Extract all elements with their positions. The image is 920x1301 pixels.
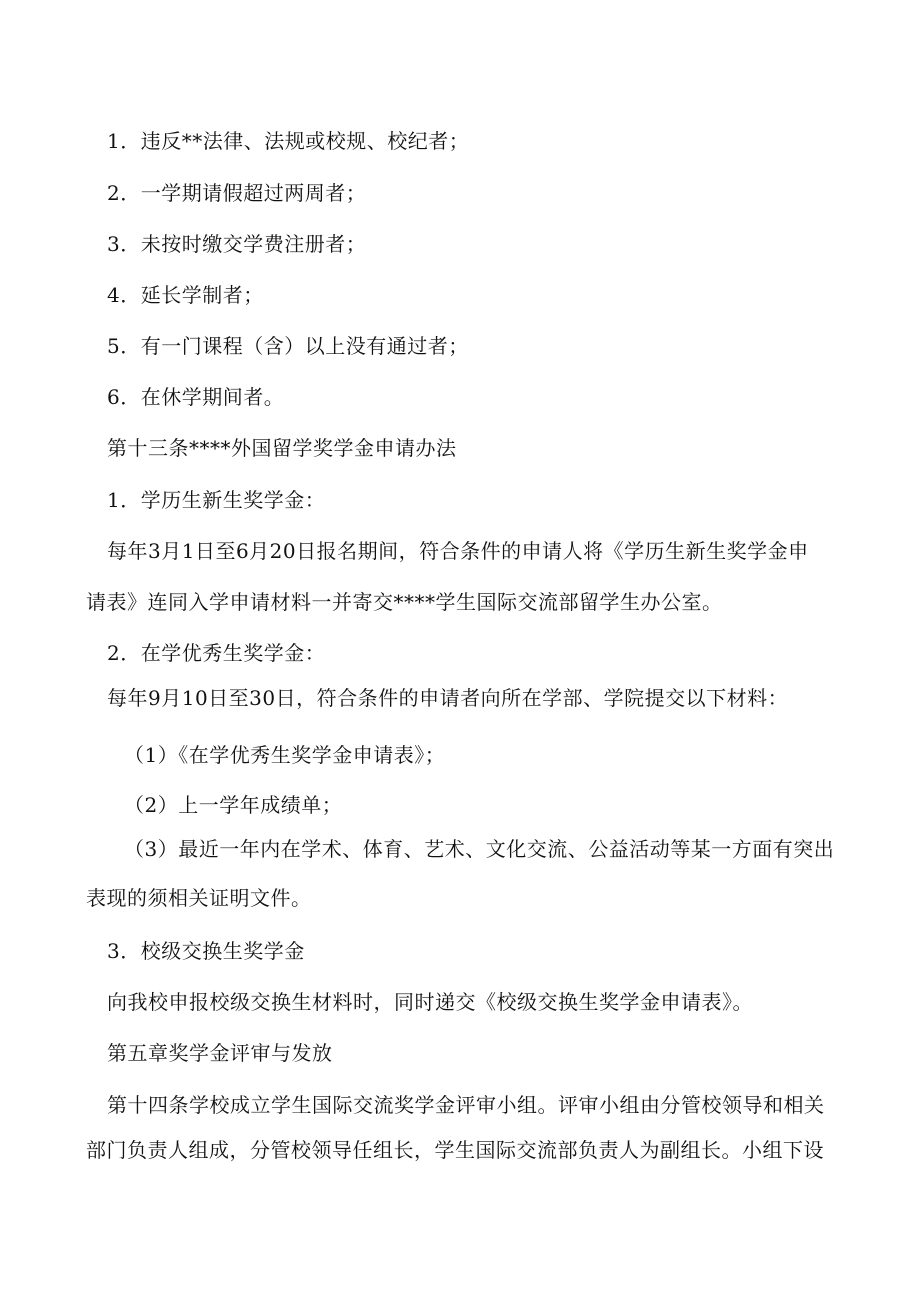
sub-list-item: （1）《在学优秀生奖学金申请表》； <box>124 743 446 767</box>
paragraph-line: 第十四条学校成立学生国际交流奖学金评审小组。评审小组由分管校领导和相关 <box>107 1093 825 1117</box>
sub-list-item: （2）上一学年成绩单； <box>124 793 343 817</box>
list-item: 4．延长学制者； <box>107 283 264 307</box>
list-item: 1．违反**法律、法规或校规、校纪者； <box>107 129 470 153</box>
article-heading: 第十三条****外国留学奖学金申请办法 <box>107 436 457 460</box>
list-item: 1．学历生新生奖学金： <box>107 488 326 512</box>
paragraph-line: 向我校申报校级交换生材料时，同时递交《校级交换生奖学金申请表》。 <box>107 990 753 1014</box>
paragraph-line: 部门负责人组成，分管校领导任组长，学生国际交流部负责人为副组长。小组下设 <box>86 1138 824 1162</box>
list-item: 2．一学期请假超过两周者； <box>107 181 367 205</box>
chapter-heading: 第五章奖学金评审与发放 <box>107 1041 333 1065</box>
list-item: 6．在休学期间者。 <box>107 385 285 409</box>
list-item: 2．在学优秀生奖学金： <box>107 641 326 665</box>
paragraph-line: 请表》连同入学申请材料一并寄交****学生国际交流部留学生办公室。 <box>86 590 723 614</box>
list-item: 5．有一门课程（含）以上没有通过者； <box>107 334 469 358</box>
paragraph-line: 每年9月10日至30日，符合条件的申请者向所在学部、学院提交以下材料： <box>107 686 789 710</box>
paragraph-line: 表现的须相关证明文件。 <box>86 886 312 910</box>
sub-list-item: （3）最近一年内在学术、体育、艺术、文化交流、公益活动等某一方面有突出 <box>124 837 835 861</box>
list-item: 3．校级交换生奖学金 <box>107 939 305 963</box>
paragraph-line: 每年3月1日至6月20日报名期间，符合条件的申请人将《学历生新生奖学金申 <box>107 539 809 563</box>
list-item: 3．未按时缴交学费注册者； <box>107 232 367 256</box>
